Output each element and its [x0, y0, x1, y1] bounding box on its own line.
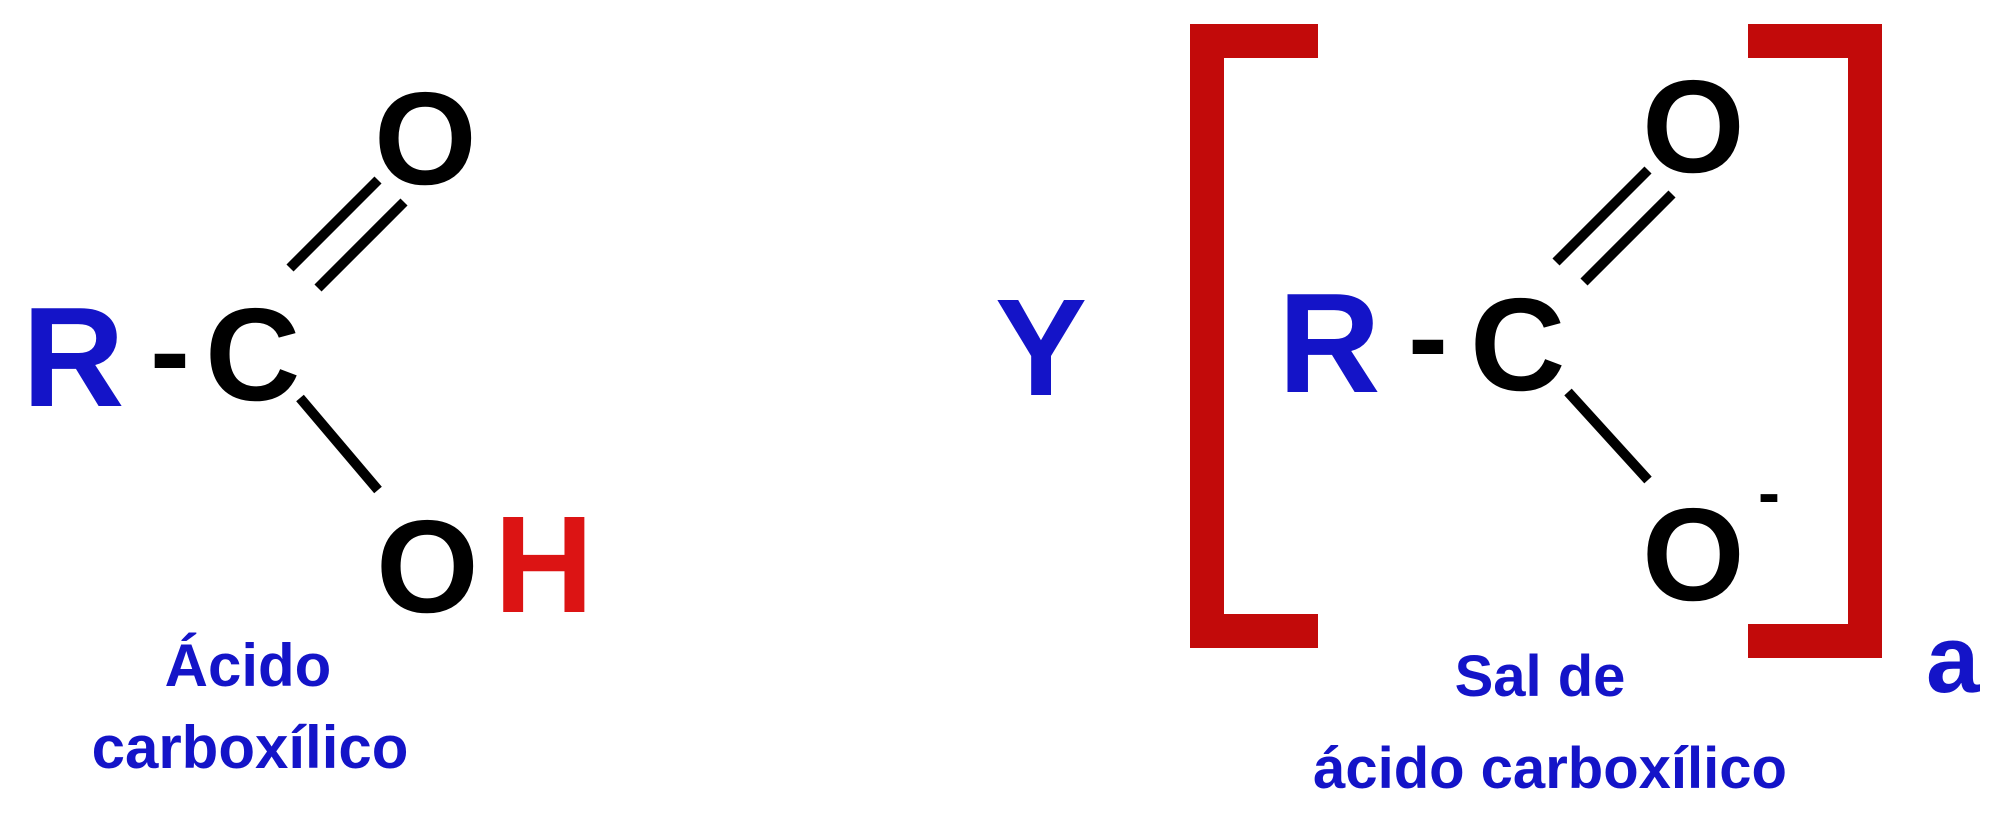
- salt-dash: -: [1408, 270, 1448, 404]
- salt-double-bond-2: [1584, 194, 1672, 282]
- acid-double-bond-1: [290, 180, 378, 268]
- salt-structure: [1278, 53, 1780, 628]
- salt-negative-charge: -: [1758, 455, 1780, 529]
- salt-caption: [1313, 644, 1787, 801]
- acid-c-atom: C: [205, 281, 301, 428]
- acid-dash: -: [150, 284, 190, 418]
- acid-single-bond: [300, 398, 378, 490]
- salt-r-atom: R: [1278, 264, 1381, 423]
- salt-o-top-atom: O: [1642, 53, 1745, 200]
- salt-double-bond-1: [1556, 170, 1648, 262]
- salt-o-bottom-atom: O: [1642, 481, 1745, 628]
- salt-subscript-a: a: [1926, 606, 1980, 713]
- acid-caption-line1: Ácido: [164, 632, 332, 699]
- acid-caption-line2: carboxílico: [91, 714, 409, 781]
- acid-caption: [92, 632, 409, 781]
- salt-single-bond: [1568, 392, 1648, 480]
- salt-caption-line1: Sal de: [1454, 644, 1626, 709]
- acid-o-bottom-atom: O: [376, 493, 479, 640]
- salt-right-bracket: [1748, 24, 1882, 658]
- acid-o-top-atom: O: [374, 65, 477, 212]
- salt-caption-line2: ácido carboxílico: [1313, 736, 1787, 801]
- acid-structure: [22, 65, 594, 642]
- salt-c-atom: C: [1470, 271, 1566, 418]
- acid-h-atom: H: [494, 488, 594, 642]
- salt-y-cation: Y: [995, 271, 1088, 425]
- acid-r-atom: R: [22, 278, 125, 437]
- acid-double-bond-2: [318, 202, 404, 288]
